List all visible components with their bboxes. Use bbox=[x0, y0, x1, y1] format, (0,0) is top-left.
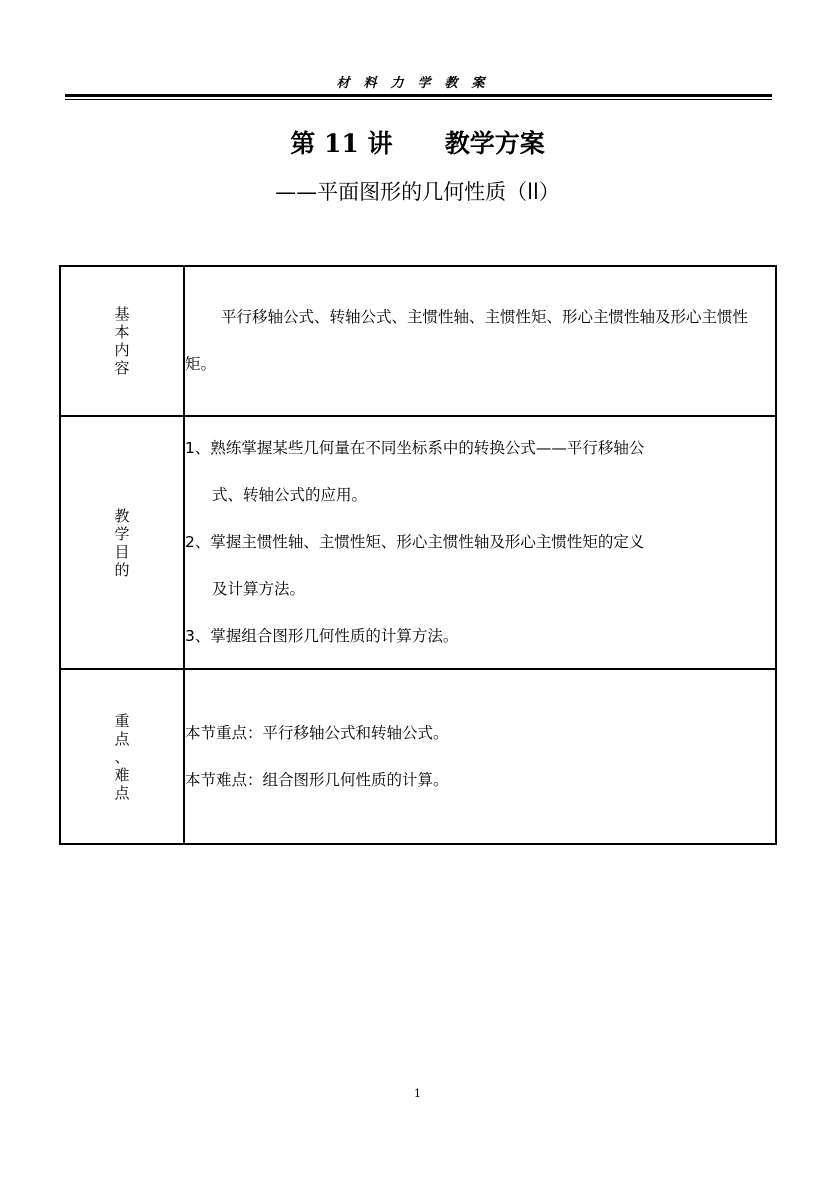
page-title bbox=[0, 124, 835, 160]
table-row bbox=[60, 416, 776, 669]
label-char: 重 bbox=[114, 711, 130, 730]
lesson-plan-table bbox=[59, 265, 777, 845]
goal-line: 2、掌握主惯性轴、主惯性矩、形心主惯性轴及形心主惯性矩的定义 bbox=[185, 533, 645, 551]
label-char: 难 bbox=[114, 765, 130, 784]
goal-line: 式、转轴公式的应用。 bbox=[212, 486, 368, 504]
row-label-basic-content bbox=[60, 266, 184, 416]
running-header: 材料力学教案 bbox=[336, 76, 499, 91]
row-label-key-difficult bbox=[60, 669, 184, 844]
page-subtitle: ——平面图形的几何性质（ll） bbox=[275, 180, 560, 204]
header-rule-thin bbox=[65, 99, 772, 100]
key-point-text: 本节重点：平行移轴公式和转轴公式。 bbox=[185, 723, 449, 742]
difficult-point-text: 本节难点：组合图形几何性质的计算。 bbox=[185, 770, 449, 789]
lecture-number: 第 11 讲 bbox=[290, 129, 393, 158]
key-difficult-cell bbox=[184, 669, 776, 844]
basic-content-text: 平行移轴公式、转轴公式、主惯性轴、主惯性矩、形心主惯性轴及形心主惯性矩。 bbox=[185, 308, 749, 373]
label-char: 点 bbox=[114, 729, 130, 748]
goal-line: 1、熟练掌握某些几何量在不同坐标系中的转换公式——平行移轴公 bbox=[185, 439, 645, 457]
label-char: 基 bbox=[114, 305, 130, 323]
header-rule-thick bbox=[65, 94, 772, 97]
label-char: 内 bbox=[114, 341, 130, 359]
table-row bbox=[60, 266, 776, 416]
label-char: 学 bbox=[114, 524, 130, 543]
label-char: 的 bbox=[114, 560, 130, 579]
goal-line: 及计算方法。 bbox=[212, 580, 306, 598]
teaching-goals-cell bbox=[184, 416, 776, 669]
label-char: 、 bbox=[114, 747, 130, 766]
label-char: 点 bbox=[114, 783, 130, 802]
basic-content-cell bbox=[184, 266, 776, 416]
label-char: 目 bbox=[114, 542, 130, 561]
label-char: 教 bbox=[114, 506, 130, 525]
table-row bbox=[60, 669, 776, 844]
goal-line: 3、掌握组合图形几何性质的计算方法。 bbox=[185, 627, 459, 645]
label-char: 容 bbox=[114, 359, 130, 377]
label-char: 本 bbox=[114, 323, 130, 341]
page-number: 1 bbox=[414, 1087, 421, 1100]
plan-title: 教学方案 bbox=[444, 129, 545, 158]
row-label-teaching-goals bbox=[60, 416, 184, 669]
